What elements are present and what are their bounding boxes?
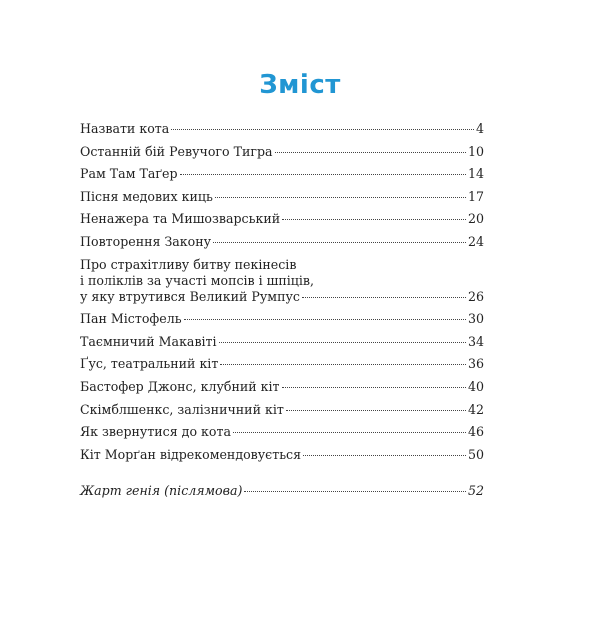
dot-leader [213, 242, 466, 243]
dot-leader [215, 197, 466, 198]
dot-leader [219, 342, 466, 343]
toc-entry [80, 447, 484, 463]
toc-entry-page-number: 40 [467, 378, 484, 394]
toc-entry-row [80, 424, 484, 440]
table-of-contents [80, 121, 484, 505]
toc-entry [80, 234, 484, 250]
toc-entry-title: у яку втрутився Великий Румпус [80, 288, 300, 304]
toc-entry-title: Скімблшенкс, залізничний кіт [80, 401, 284, 417]
toc-entry-title: Таємничий Макавіті [80, 333, 217, 349]
toc-entry-title: Останній бій Ревучого Тигра [80, 143, 273, 159]
dot-leader [233, 432, 466, 433]
toc-entry [80, 379, 484, 395]
toc-entry-title: Ґус, театральний кіт [80, 356, 219, 372]
toc-entry [80, 402, 484, 418]
toc-entry-row [80, 189, 484, 205]
toc-entry-row [80, 447, 484, 463]
toc-entry [80, 424, 484, 440]
toc-entry-title: Бастофер Джонс, клубний кіт [80, 378, 280, 394]
toc-entry [80, 144, 484, 160]
toc-entry-row [80, 483, 484, 499]
toc-entry-title: Пісня медових киць [80, 188, 213, 204]
toc-entry [80, 166, 484, 182]
toc-entry-row [80, 144, 484, 160]
dot-leader [303, 455, 466, 456]
toc-entry-page-number: 34 [467, 333, 484, 349]
toc-entry-title: Жарт генія (післямова) [80, 482, 243, 498]
toc-entry-title: Кіт Морґан відрекомендовується [80, 446, 302, 462]
dot-leader [275, 152, 466, 153]
toc-entry-page-number: 17 [467, 188, 484, 204]
toc-entry [80, 121, 484, 137]
toc-entry-page-number: 36 [467, 356, 484, 372]
toc-entry-page-number: 46 [467, 424, 484, 440]
toc-entry-title: Як звернутися до кота [80, 424, 231, 440]
toc-entry-page-number: 52 [467, 482, 484, 498]
toc-entry-row [80, 211, 484, 227]
toc-entry-title-line: Про страхітливу битву пекінесів [80, 256, 297, 272]
toc-entry-page-number: 4 [475, 121, 484, 136]
toc-entry [80, 257, 484, 305]
dot-leader [244, 491, 466, 492]
toc-entry [80, 189, 484, 205]
dot-leader [171, 129, 474, 130]
toc-entry-row [80, 311, 484, 327]
toc-entry-page-number: 14 [467, 166, 484, 182]
page-title: Зміст [259, 70, 341, 100]
dot-leader [302, 297, 466, 298]
dot-leader [282, 387, 466, 388]
toc-entry-row [80, 334, 484, 350]
toc-entry-row [80, 356, 484, 372]
toc-entry-row [80, 379, 484, 395]
toc-entry-page-number: 20 [467, 211, 484, 227]
toc-entry-row [80, 121, 484, 137]
toc-entry-page-number: 26 [467, 288, 484, 304]
toc-entry-title: Ненажера та Мишозварський [80, 211, 281, 227]
toc-entry-row [80, 234, 484, 250]
toc-entry [80, 311, 484, 327]
toc-entry-title: Назвати кота [80, 121, 170, 136]
toc-entry-page-number: 10 [467, 143, 484, 159]
dot-leader [180, 174, 466, 175]
dot-leader [184, 319, 466, 320]
toc-entry [80, 483, 484, 499]
toc-entry-title-line: і поліклів за участі мопсів і шпіців, [80, 272, 315, 288]
dot-leader [282, 219, 466, 220]
toc-entry-page-number: 42 [467, 401, 484, 417]
toc-entry [80, 356, 484, 372]
toc-entry-title: Рам Там Таґер [80, 166, 178, 182]
toc-entry-title: Пан Містофель [80, 311, 182, 327]
dot-leader [286, 410, 466, 411]
toc-entry-row [80, 402, 484, 418]
toc-entry [80, 334, 484, 350]
toc-entry-page-number: 50 [467, 446, 484, 462]
toc-entry-page-number: 30 [467, 311, 484, 327]
toc-entry-row [80, 289, 484, 305]
dot-leader [220, 364, 466, 365]
toc-entry-row [80, 166, 484, 182]
toc-entry-page-number: 24 [467, 233, 484, 249]
toc-entry-title: Повторення Закону [80, 233, 212, 249]
toc-entry [80, 211, 484, 227]
